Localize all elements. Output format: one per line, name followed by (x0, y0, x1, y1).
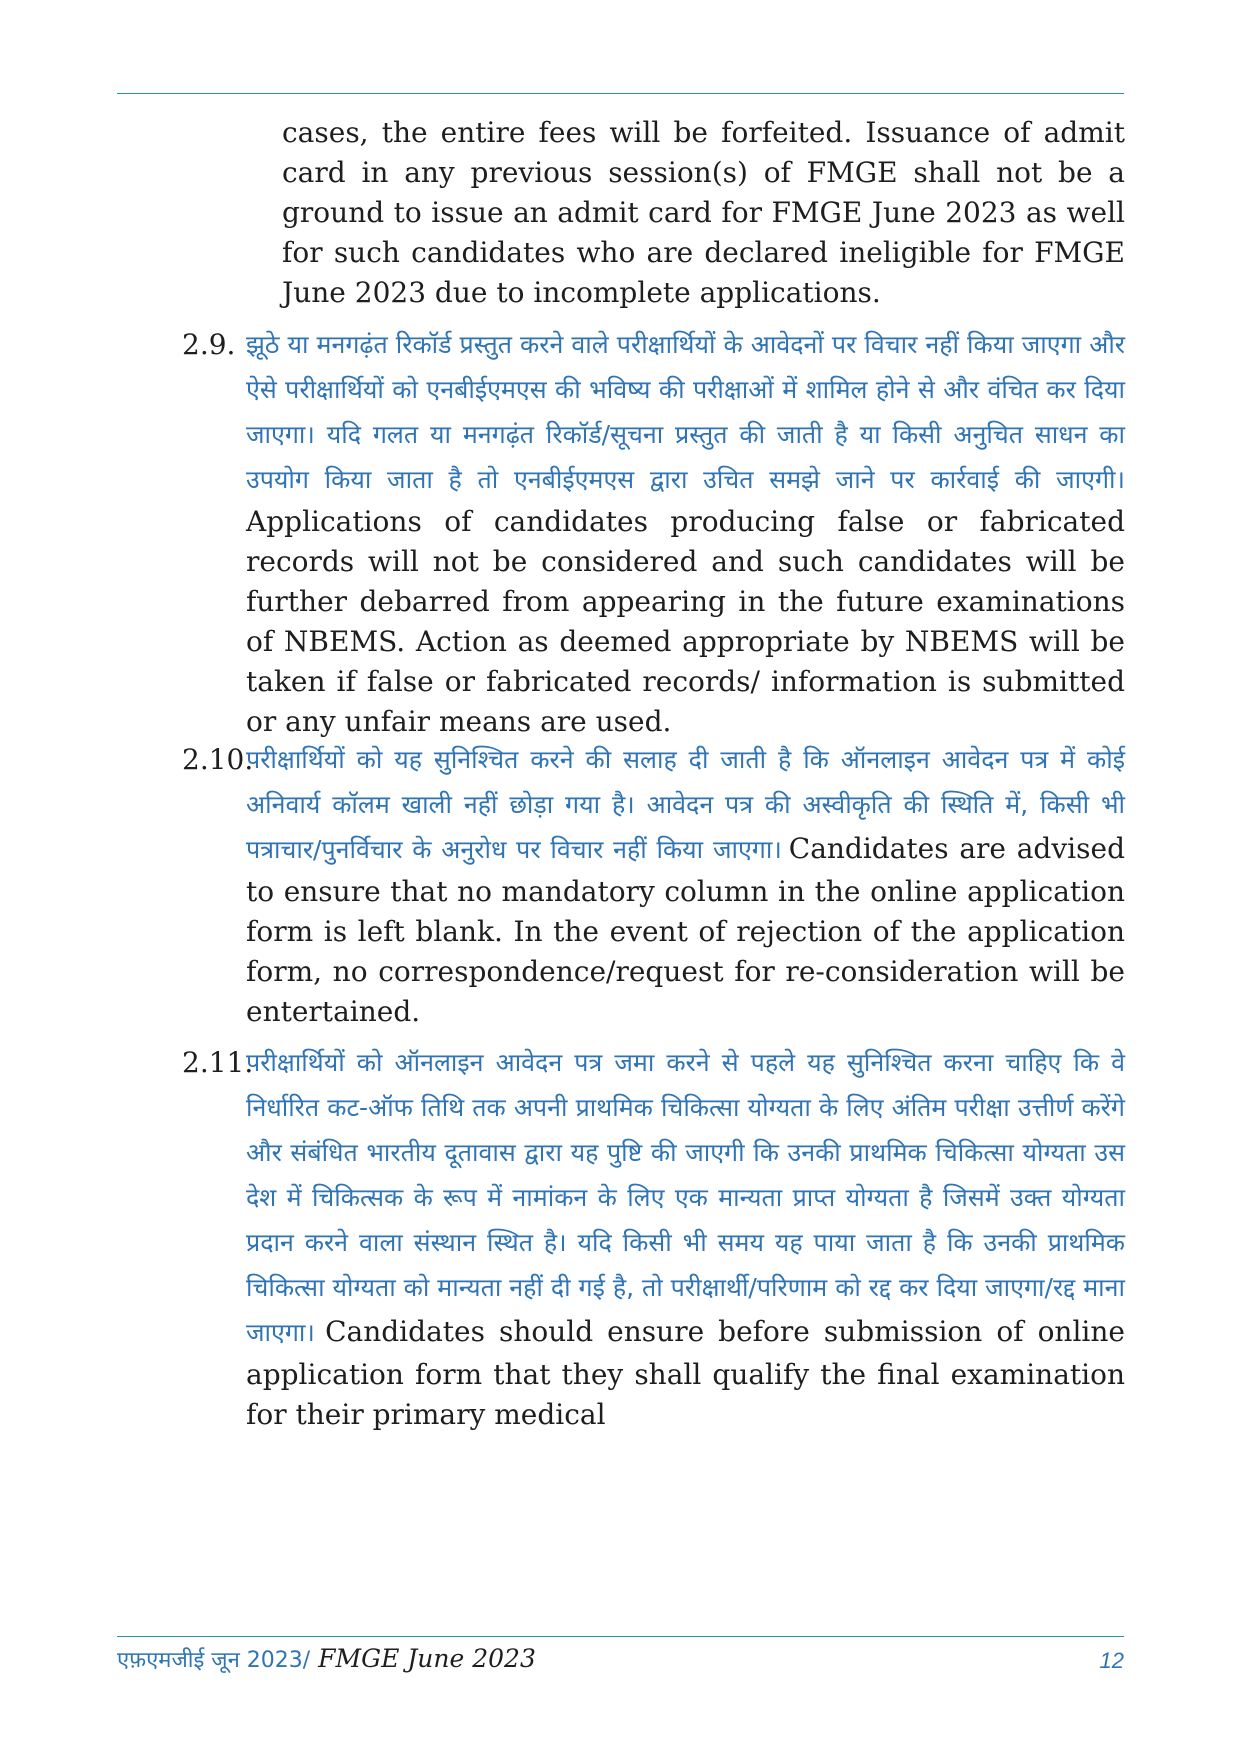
footer-rule (117, 1636, 1124, 1637)
clause-english-text: Applications of candidates producing false or fabricated records will not be considered and such candidates will be further debarred from appearing in the future examinations of NBEMS. Action as deemed appropriate by NBEMS will be taken if false or fabricated records/ information is submitted or any unfair means are used. (246, 505, 1125, 738)
page-number: 12 (1099, 1648, 1124, 1673)
clause-body (246, 322, 1125, 742)
clause-number: 2.11. (182, 1046, 254, 1079)
clause-number: 2.9. (182, 328, 236, 361)
clause-number: 2.10. (182, 743, 254, 776)
footer-hindi-title: एफ़एमजीई जून 2023/ (117, 1648, 311, 1673)
footer-english-title: FMGE June 2023 (310, 1644, 536, 1673)
clause-hindi-text: झूठे या मनगढ़ंत रिकॉर्ड प्रस्तुत करने वाले परीक्षार्थियों के आवेदनों पर विचार नहीं किया जाएगा और ऐसे परीक्षार्थियों को एनबीईएमएस की भविष्य की परीक्षाओं में शामिल होने से और वंचित कर दिया जाएगा। यदि गलत या मनगढ़ंत रिकॉर्ड/सूचना प्रस्तुत की जाती है या किसी अनुचित साधन का उपयोग किया जाता है तो एनबीईएमएस द्वारा उचित समझे जाने पर कार्रवाई की जाएगी। (246, 330, 1125, 494)
footer-title (117, 1644, 536, 1674)
clause-body (246, 1040, 1125, 1435)
clause-2-9 (182, 322, 1125, 742)
clause-hindi-text: परीक्षार्थियों को ऑनलाइन आवेदन पत्र जमा करने से पहले यह सुनिश्चित करना चाहिए कि वे निर्धारित कट-ऑफ तिथि तक अपनी प्राथमिक चिकित्सा योग्यता के लिए अंतिम परीक्षा उत्तीर्ण करेंगे और संबंधित भारतीय दूतावास द्वारा यह पुष्टि की जाएगी कि उनकी प्राथमिक चिकित्सा योग्यता उस देश में चिकित्सक के रूप में नामांकन के लिए एक मान्यता प्राप्त योग्यता है जिसमें उक्त योग्यता प्रदान करने वाला संस्थान स्थित है। यदि किसी भी समय यह पाया जाता है कि उनकी प्राथमिक चिकित्सा योग्यता को मान्यता नहीं दी गई है, तो परीक्षार्थी/परिणाम को रद्द कर दिया जाएगा/रद्द माना जाएगा। (246, 1048, 1125, 1347)
header-rule (117, 93, 1124, 94)
clause-hindi-text: परीक्षार्थियों को यह सुनिश्चित करने की सलाह दी जाती है कि ऑनलाइन आवेदन पत्र में कोई अनिवार्य कॉलम खाली नहीं छोड़ा गया है। आवेदन पत्र की अस्वीकृति की स्थिति में, किसी भी पत्राचार/पुनर्विचार के अनुरोध पर विचार नहीं किया जाएगा। (246, 745, 1125, 864)
clause-2-10 (182, 737, 1125, 1032)
clause-english-text: Candidates are advised to ensure that no mandatory column in the online application form is left blank. In the event of rejection of the application form, no correspondence/request for re-consideration will be entertained. (246, 832, 1125, 1028)
clause-2-11 (182, 1040, 1125, 1435)
continuation-paragraph: cases, the entire fees will be forfeited. Issuance of admit card in any previous session(s) of FMGE shall not be a ground to issue an admit card for FMGE June 2023 as well for such candidates who are declared ineligible for FMGE June 2023 due to incomplete applications. (282, 116, 1125, 309)
clause-english-text: Candidates should ensure before submission of online application form that they shall qualify the final examination for their primary medical (246, 1315, 1125, 1431)
clause-body (246, 737, 1125, 1032)
